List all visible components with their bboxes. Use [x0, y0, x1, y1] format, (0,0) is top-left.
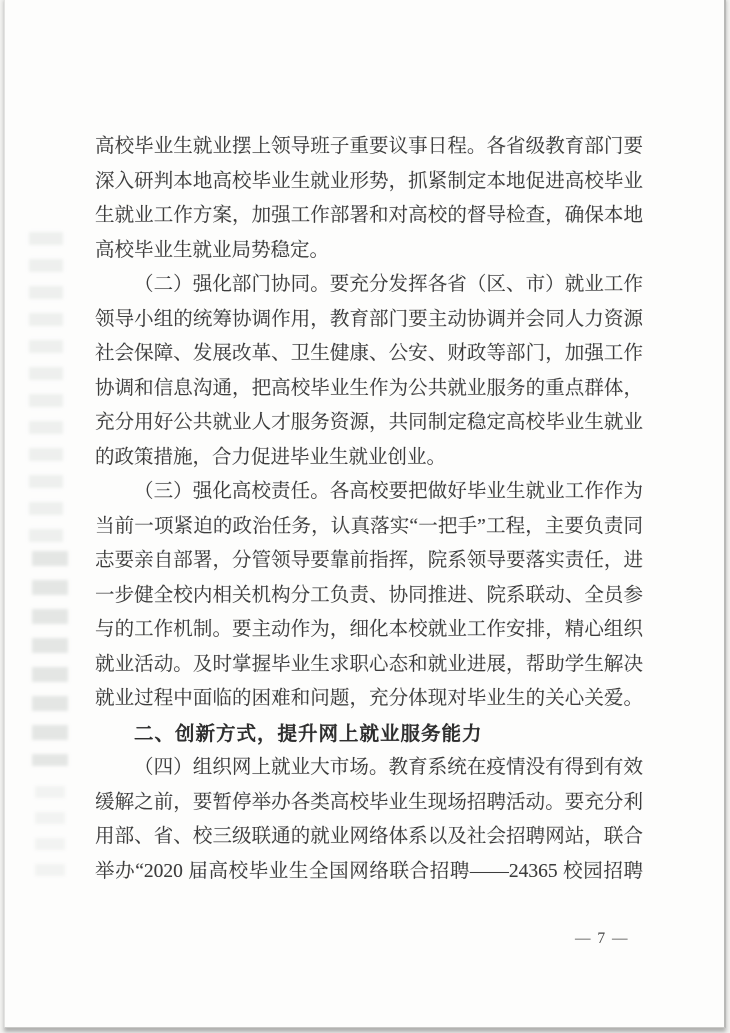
- document-body: [95, 130, 643, 889]
- text-line: 与的工作机制。要主动作为，细化本校就业工作安排，精心组织: [95, 619, 643, 640]
- text-line: 就业活动。及时掌握毕业生求职心态和就业进展，帮助学生解决: [95, 653, 643, 675]
- scan-artifact: [32, 551, 68, 766]
- text-line: 领导小组的统筹协调作用，教育部门要主动协调并会同人力资源: [95, 308, 643, 330]
- text-line: 高校毕业生就业摆上领导班子重要议事日程。各省级教育部门要: [95, 136, 643, 157]
- paragraph-section-2: [95, 268, 643, 475]
- text-line: （四）组织网上就业大市场。教育系统在疫情没有得到有效: [134, 757, 643, 778]
- paragraph-continuation: [95, 130, 643, 268]
- text-line: 生就业工作方案，加强工作部署和对高校的督导检查，确保本地: [95, 205, 643, 226]
- page-number: — 7 —: [575, 930, 629, 947]
- text-line: 二、创新方式，提升网上就业服务能力: [134, 722, 483, 745]
- text-line: 缓解之前，要暂停举办各类高校毕业生现场招聘活动。要充分利: [95, 791, 643, 813]
- text-line: （三）强化高校责任。各高校要把做好毕业生就业工作作为: [134, 481, 643, 502]
- text-line: 社会保障、发展改革、卫生健康、公安、财政等部门，加强工作: [95, 343, 643, 364]
- scan-artifact: [29, 232, 63, 542]
- text-line: （二）强化部门协同。要充分发挥各省（区、市）就业工作: [134, 274, 643, 295]
- text-line: 高校毕业生就业局势稳定。: [95, 239, 330, 261]
- text-line: 举办“2020 届高校毕业生全国网络联合招聘——24365 校园招聘: [95, 860, 643, 882]
- scan-artifact: [35, 786, 65, 876]
- text-line: 用部、省、校三级联通的就业网络体系以及社会招聘网站，联合: [95, 826, 643, 847]
- heading-part-2: [95, 717, 643, 752]
- paragraph-section-3: [95, 475, 643, 717]
- paragraph-section-4: [95, 751, 643, 889]
- text-line: 充分用好公共就业人才服务资源，共同制定稳定高校毕业生就业: [95, 412, 643, 433]
- text-line: 一步健全校内相关机构分工负责、协同推进、院系联动、全员参: [95, 584, 643, 606]
- text-line: 协调和信息沟通，把高校毕业生作为公共就业服务的重点群体，: [95, 377, 643, 399]
- text-line: 深入研判本地高校毕业生就业形势，抓紧制定本地促进高校毕业: [95, 170, 643, 192]
- text-line: 就业过程中面临的困难和问题，充分体现对毕业生的关心关爱。: [95, 688, 643, 709]
- text-line: 当前一项紧迫的政治任务，认真落实“一把手”工程，主要负责同: [95, 515, 643, 537]
- text-line: 的政策措施，合力促进毕业生就业创业。: [95, 446, 447, 468]
- text-line: 志要亲自部署，分管领导要靠前指挥，院系领导要落实责任，进: [95, 550, 643, 571]
